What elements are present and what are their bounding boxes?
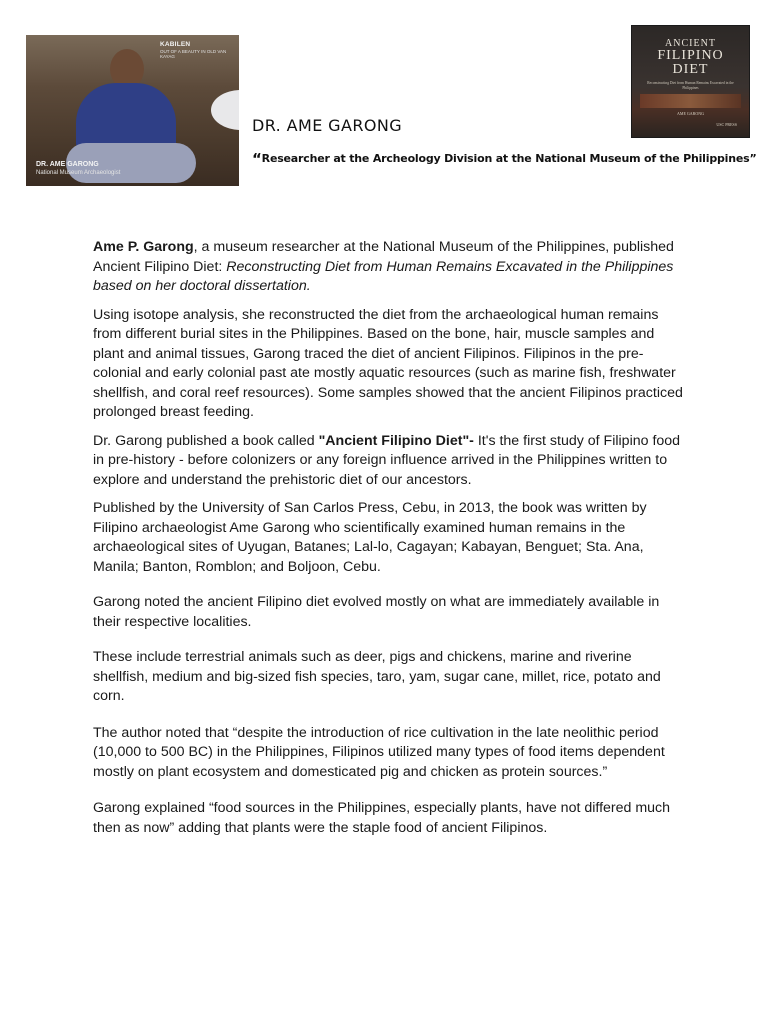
paragraph-8: Garong explained “food sources in the Philippines, especially plants, have not differed much then as now” adding that plants were the staple food of ancient Filipinos.: [93, 800, 671, 836]
paragraph-3-pre: Dr. Garong published a book called: [93, 432, 319, 449]
researcher-photo: [26, 35, 239, 186]
book-press: USC PRESS: [716, 122, 737, 127]
book-subtitle: Reconstructing Diet from Human Remains Excavated in the Philippines: [647, 81, 734, 90]
photo-hat: [211, 90, 239, 130]
book-subtitle-italic: Reconstructing Diet from Human Remains Excavated in the Philippines based on her doctoral dissertation.: [93, 258, 674, 294]
paragraph-3: [93, 432, 683, 491]
tagline: [252, 150, 757, 168]
tagline-close-quote: ”: [749, 152, 757, 165]
book-cover: [632, 26, 749, 137]
page-title: DR. AME GARONG: [252, 116, 403, 135]
paragraph-4: Published by the University of San Carlos Press, Cebu, in 2013, the book was written by Filipino archaeologist Ame Garong who scientifically examined human remains in the archaeological sites of Uyugan, Batanes; Lal-lo, Cagayan; Kabayan, Benguet; Sta. Ana, Manila; Banton, Romblon; and Boljoon, Cebu.: [93, 500, 647, 575]
tagline-text: Researcher at the Archeology Division at the National Museum of the Philippines: [261, 152, 750, 165]
article-body: [93, 238, 683, 838]
photo-caption-name: DR. AME GARONG: [36, 161, 99, 168]
paragraph-2: Using isotope analysis, she reconstructed the diet from the archaeological human remains from different burial sites in the Philippines. Based on the bone, hair, muscle samples and plant and animal tissues, Garong traced the diet of ancient Filipinos. Filipinos in the pre-colonial and early colonial past ate mostly aquatic resources (such as marine fish, freshwater shellfish, and coral reef resources). Some samples showed that the ancient Filipinos practiced prolonged breast feeding.: [93, 306, 683, 420]
paragraph-5: Garong noted the ancient Filipino diet evolved mostly on what are immediately available in their respective localities.: [93, 594, 660, 630]
tagline-open-quote: “: [252, 150, 262, 168]
photo-caption-show-sub: OUT OF A BEAUTY IN OLD VAN KAYAG: [160, 49, 227, 59]
book-author: AME GARONG: [677, 111, 704, 116]
book-title-line3: DIET: [672, 62, 709, 77]
paragraph-1: [93, 238, 683, 297]
paragraph-3-post: It's the first study of Filipino food in pre-history - before colonizers or any foreign influence arrived in the Philippines written to explore and understand the prehistoric diet of our ancestors.: [93, 432, 681, 488]
book-title-bold: "Ancient Filipino Diet"-: [318, 432, 474, 449]
book-cover-band: [640, 94, 741, 108]
author-name-bold: Ame P. Garong: [93, 239, 194, 255]
book-title-line1: ANCIENT: [665, 38, 716, 49]
photo-caption-show: KABILEN: [160, 41, 191, 48]
book-title-line2: FILIPINO: [657, 48, 724, 63]
paragraph-7: The author noted that “despite the introduction of rice cultivation in the late neolithic period (10,000 to 500 BC) in the Philippines, Filipinos utilized many types of food items dependent mostly on plant ecosystem and domesticated pig and chicken as protein sources.”: [93, 724, 665, 780]
photo-caption-role: National Museum Archaeologist: [36, 170, 121, 176]
paragraph-1-text: , a museum researcher at the National Museum of the Philippines, published Ancient Filipino Diet:: [93, 239, 674, 275]
paragraph-6: These include terrestrial animals such as deer, pigs and chickens, marine and riverine shellfish, medium and big-sized fish species, taro, yam, sugar cane, millet, rice, potato and corn.: [93, 649, 661, 704]
